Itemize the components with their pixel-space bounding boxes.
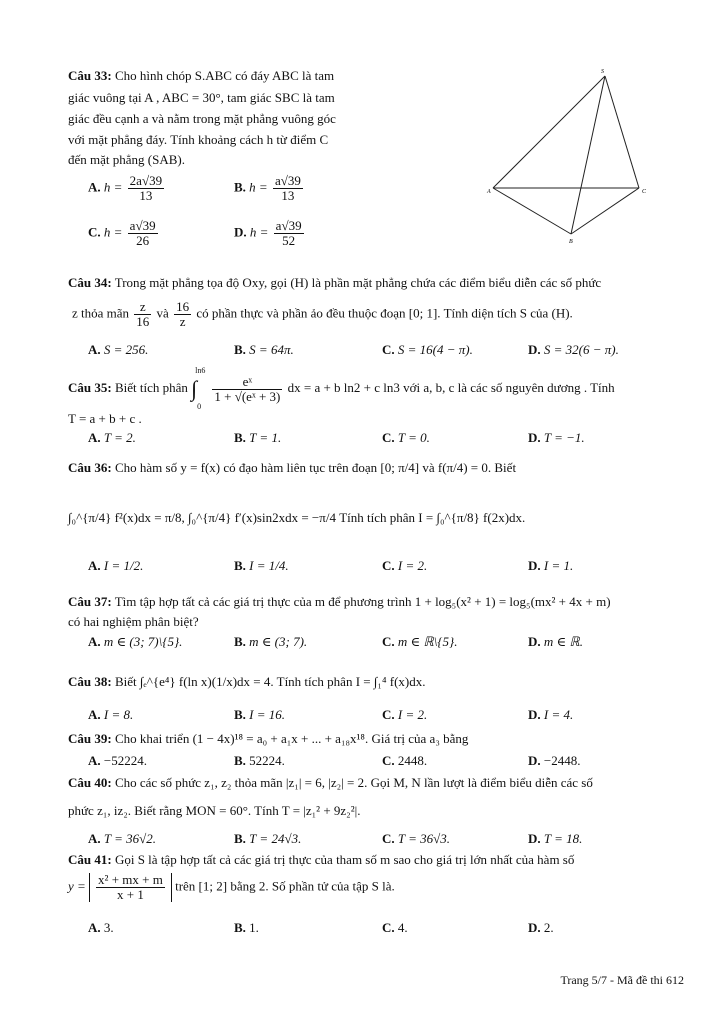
label-a: A — [487, 189, 491, 195]
q34-option-a[interactable]: A. S = 256. — [88, 342, 149, 357]
q33-option-d[interactable]: D. h = $\frac{a√39}{52}$ — [234, 218, 302, 248]
q39-option-d[interactable]: D. −2448. — [528, 753, 581, 768]
label-b: B — [569, 239, 573, 245]
q33-line4: với mặt phẳng đáy. Tính khoảng cách h từ điểm C — [68, 132, 329, 147]
q36-line2: ∫₀^{π/4} f²(x)dx = π/8, ∫₀^{π/4} f′(x)sin2xdx = −π/4 Tính tích phân I = ∫₀^{π/8} f(2x)dx. — [68, 510, 526, 525]
q35-option-a[interactable]: A. T = 2. — [88, 430, 136, 445]
q34-option-c[interactable]: C. S = 16(4 − π). — [382, 342, 473, 357]
q38-line1: Câu 38: Biết ∫ₑ^{e⁴} f(ln x)(1/x)dx = 4. Tính tích phân I = ∫₁⁴ f(x)dx. — [68, 674, 426, 689]
q40-option-b[interactable]: B. T = 24√3. — [234, 831, 302, 846]
q38-option-b[interactable]: B. I = 16. — [234, 707, 286, 722]
q39-option-c[interactable]: C. 2448. — [382, 753, 428, 768]
q37-option-b[interactable]: B. m ∈ (3; 7). — [234, 634, 308, 649]
q33-line5: đến mặt phẳng (SAB). — [68, 152, 185, 167]
q41-option-c[interactable]: C. 4. — [382, 920, 408, 935]
q33-label: Câu 33: — [68, 68, 112, 83]
q37-line2: có hai nghiệm phân biệt? — [68, 614, 199, 629]
label-s: S — [601, 69, 604, 75]
q34-option-d[interactable]: D. S = 32(6 − π). — [528, 342, 619, 357]
q36-label: Câu 36: — [68, 460, 112, 475]
q37-label: Câu 37: — [68, 594, 112, 609]
q35-line1: Câu 35: Biết tích phân ∫ ln6 0 $\frac{\text{eˣ}}{\text{1 + √(eˣ + 3)}}$ dx = a + b ln2 + c ln3 với a, b, c là các số nguyên dương . Tính — [68, 366, 615, 411]
q33-text1: Cho hình chóp S.ABC có đáy ABC là tam — [114, 68, 335, 83]
q35-option-d[interactable]: D. T = −1. — [528, 430, 585, 445]
q38-label: Câu 38: — [68, 674, 112, 689]
q33-line2: giác vuông tại A , ABC = 30°, tam giác SBC là tam — [68, 90, 335, 105]
label-c: C — [642, 189, 647, 195]
q34-line2: z thỏa mãn $\frac{z}{16}$ và $\frac{16}{z}$ có phần thực và phần ảo đều thuộc đoạn [0; 1]. Tính diện tích S của (H). — [72, 299, 573, 329]
q39-option-b[interactable]: B. 52224. — [234, 753, 285, 768]
q37-option-c[interactable]: C. m ∈ ℝ\{5}. — [382, 634, 458, 649]
q36-option-c[interactable]: C. I = 2. — [382, 558, 428, 573]
q36-option-d[interactable]: D. I = 1. — [528, 558, 574, 573]
q40-option-a[interactable]: A. T = 36√2. — [88, 831, 157, 846]
q36-line1: Câu 36: Cho hàm số y = f(x) có đạo hàm liên tục trên đoạn [0; π/4] và f(π/4) = 0. Biết — [68, 460, 517, 475]
q36-option-a[interactable]: A. I = 1/2. — [88, 558, 144, 573]
q35-option-b[interactable]: B. T = 1. — [234, 430, 282, 445]
q34-label: Câu 34: — [68, 275, 112, 290]
q41-line1: Câu 41: Gọi S là tập hợp tất cả các giá trị thực của tham số m sao cho giá trị lớn nhất của hàm số — [68, 852, 575, 867]
q41-label: Câu 41: — [68, 852, 112, 867]
q33-line3: giác đều cạnh a và nằm trong mặt phẳng vuông góc — [68, 111, 336, 126]
q38-option-d[interactable]: D. I = 4. — [528, 707, 574, 722]
q33-option-a[interactable]: A. h = $\frac{2a√39}{13}$ — [88, 173, 163, 203]
q33-option-c[interactable]: C. h = $\frac{a√39}{26}$ — [88, 218, 156, 248]
q41-option-d[interactable]: D. 2. — [528, 920, 554, 935]
q33-option-b[interactable]: B. h = $\frac{a√39}{13}$ — [234, 173, 301, 203]
q34-option-b[interactable]: B. S = 64π. — [234, 342, 294, 357]
q38-option-a[interactable]: A. I = 8. — [88, 707, 134, 722]
q40-line2: phức z₁, iz₂. Biết rằng MON = 60°. Tính T = |z₁² + 9z₂²|. — [68, 803, 361, 818]
q35-label: Câu 35: — [68, 379, 112, 395]
q40-option-c[interactable]: C. T = 36√3. — [382, 831, 451, 846]
page-footer: Trang 5/7 - Mã đề thi 612 — [560, 973, 684, 987]
q38-option-c[interactable]: C. I = 2. — [382, 707, 428, 722]
q37-option-a[interactable]: A. m ∈ (3; 7)\{5}. — [88, 634, 183, 649]
q35-line2: T = a + b + c . — [68, 411, 142, 426]
q35-option-c[interactable]: C. T = 0. — [382, 430, 430, 445]
q37-option-d[interactable]: D. m ∈ ℝ. — [528, 634, 583, 649]
q40-option-d[interactable]: D. T = 18. — [528, 831, 583, 846]
q39-option-a[interactable]: A. −52224. — [88, 753, 147, 768]
q40-label: Câu 40: — [68, 775, 112, 790]
q41-line2: y = $\frac{\text{x² + mx + m}}{x + 1}$ trên [1; 2] bằng 2. Số phần tử của tập S là. — [68, 872, 395, 902]
q33-line1 — [68, 68, 334, 84]
q41-option-b[interactable]: B. 1. — [234, 920, 259, 935]
q41-option-a[interactable]: A. 3. — [88, 920, 114, 935]
q36-option-b[interactable]: B. I = 1/4. — [234, 558, 289, 573]
q37-line1: Câu 37: Tìm tập hợp tất cả các giá trị thực của m để phương trình 1 + log₅(x² + 1) = log₅(mx² + 4x + m) — [68, 594, 611, 609]
q34-line1: Câu 34: Trong mặt phẳng tọa độ Oxy, gọi (H) là phần mặt phẳng chứa các điểm biểu diễn các số phức — [68, 275, 602, 290]
q39-label: Câu 39: — [68, 731, 112, 746]
q40-line1: Câu 40: Cho các số phức z₁, z₂ thỏa mãn |z₁| = 6, |z₂| = 2. Gọi M, N lần lượt là điểm biểu diễn các số — [68, 775, 593, 790]
pyramid-figure — [485, 66, 655, 246]
q39-line1: Câu 39: Cho khai triển (1 − 4x)¹⁸ = a₀ + a₁x + ... + a₁₈x¹⁸. Giá trị của a₃ bằng — [68, 731, 469, 746]
